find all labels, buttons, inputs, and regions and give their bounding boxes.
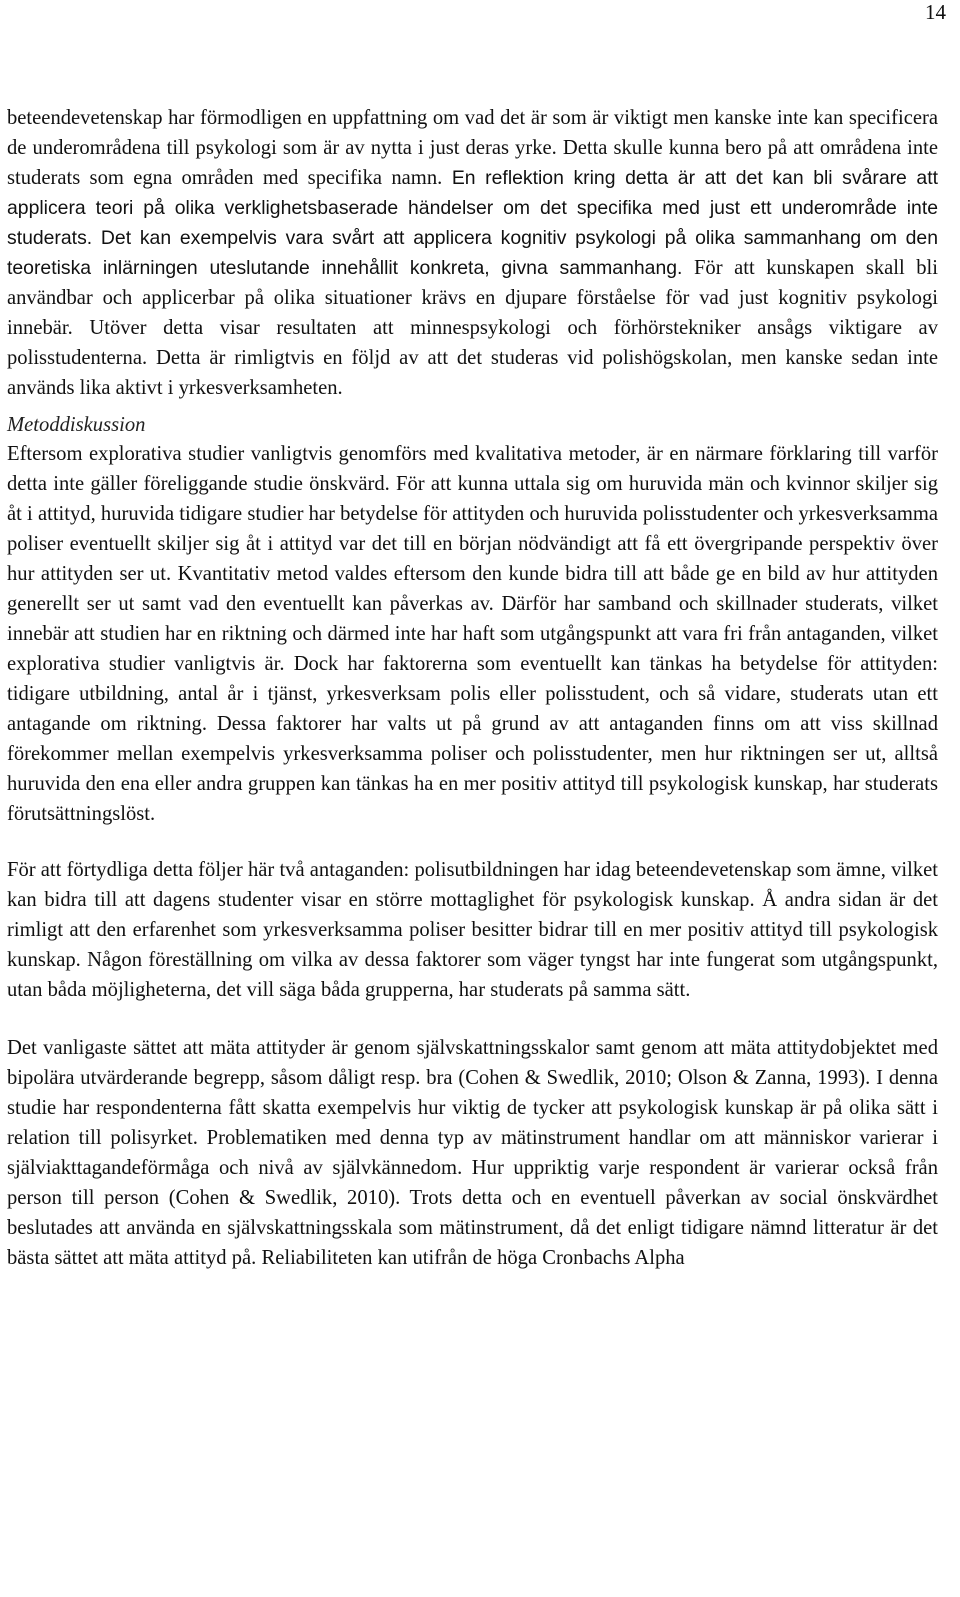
paragraph-measurement: Det vanligaste sättet att mäta attityder är genom självskattningsskalor samt genom att mäta attitydobjektet med bipolära utvärderande begrepp, såsom dåligt resp. bra (Cohen & Swedlik, 2010; Olson & Zanna, 1993). I denna studie har respondenterna fått skatta exempelvis hur viktig de tycker att psykologisk kunskap är på olika sätt i relation till polisyrket. Problematiken med denna typ av mätinstrument handlar om att människor varierar i själviakttagandeförmåga och nivå av självkännedom. Hur uppriktig varje respondent är varierar också från person till person (Cohen & Swedlik, 2010). Trots detta och en eventuell påverkan av social önskvärdhet beslutades att använda en självskattningsskala som mätinstrument, då det enligt tidigare nämnd litteratur är det bästa sättet att mäta attityd på. Reliabiliteten kan utifrån de höga Cronbachs Alpha [7,1037,938,1269]
paragraph-method: Eftersom explorativa studier vanligtvis genomförs med kvalitativa metoder, är en närmare förklaring till varför detta inte gäller föreliggande studie önskvärd. För att kunna uttala sig om huruvida män och kvinnor skiljer sig åt i attityd, huruvida tidigare studier har betydelse för attityden och huruvida polisstudenter och yrkesverksamma poliser eventuellt skiljer sig åt i attityd var det till en början nödvändigt att få ett övergripande perspektiv över hur attityden ser ut. Kvantitativ metod valdes eftersom den kunde bidra till att både ge en bild av hur attityden generellt ser ut samt vad den eventuellt kan påverkas av. Därför har samband och skillnader studerats, vilket innebär att studien har en riktning och därmed inte har haft som utgångspunkt att vara fri från antaganden, vilket explorativa studier vanligtvis är. Dock har faktorerna som eventuellt kan tänkas ha betydelse för attityden: tidigare utbildning, antal år i tjänst, yrkesverksam polis eller polisstudent, och så vidare, studerats utan ett antagande om riktning. Dessa faktorer har valts ut på grund av att antaganden finns om att viss skillnad förekommer mellan exempelvis yrkesverksamma poliser och polisstudenter, men hur riktningen ser ut, alltså huruvida den ena eller andra gruppen kan tänkas ha en mer positiv attityd till psykologisk kunskap, har studerats förutsättningslöst. [7,443,938,825]
document-body [7,103,938,1273]
paragraph-text: beteendevetenskap har förmodligen en uppfattning om vad det är som är viktigt men kanske inte kan specificera de underområdena till psykologi som är av nytta i just deras yrke. Detta skulle kunna bero på att områdena inte studerats som egna områden med specifika namn. [7,107,938,189]
paragraph-text: En reflektion kring detta är att det kan bli svårare att applicera teori på olika verklighetsbaserade händelser om det specifika med just ett underområde inte studerats. [7,167,938,249]
page-number: 14 [925,0,946,24]
paragraph-text: Det kan exempelvis vara svårt att applicera kognitiv psykologi på olika sammanhang om den teoretiska inlärningen uteslutande innehållit konkreta, givna sammanhang. [7,227,938,279]
paragraph-assumptions: För att förtydliga detta följer här två antaganden: polisutbildningen har idag beteendevetenskap som ämne, vilket kan bidra till att dagens studenter visar en större mottaglighet för psykologisk kunskap. Å andra sidan är det rimligt att den erfarenhet som yrkesverksamma poliser besitter bidrar till en mer positiv attityd till psykologisk kunskap. Någon föreställning om vilka av dessa faktorer som väger tyngst har inte fungerat som utgångspunkt, utan båda möjligheterna, det vill säga båda grupperna, har studerats på samma sätt. [7,859,938,1001]
paragraph-text: För att kunskapen skall bli användbar och applicerbar på olika situationer krävs en djupare förståelse för vad just kognitiv psykologi innebär. Utöver detta visar resultaten att minnespsykologi och förhörstekniker ansågs viktigare av polisstudenterna. Detta är rimligtvis en följd av att det studeras vid polishögskolan, men kanske sedan inte används lika aktivt i yrkesverksamheten. [7,257,938,399]
paragraph-discussion [7,103,938,403]
section-heading: Metoddiskussion [7,414,146,436]
